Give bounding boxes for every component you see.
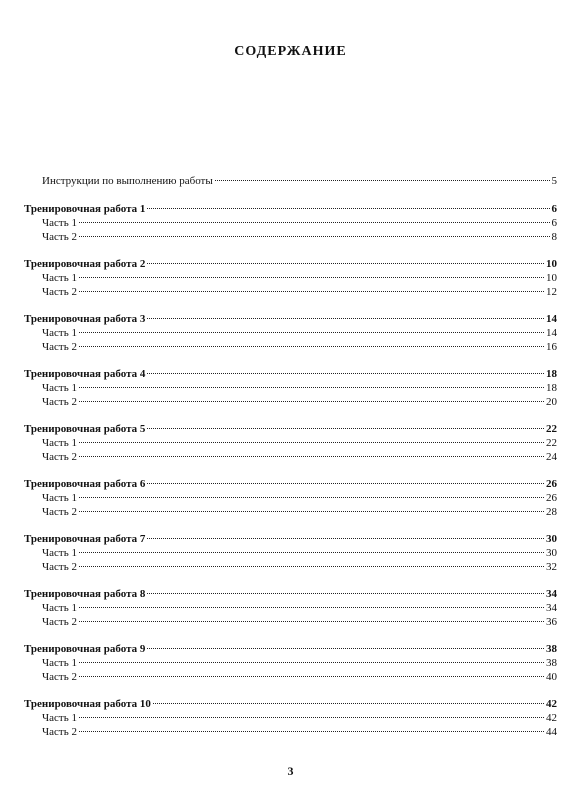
toc-entry-part[interactable]	[24, 711, 557, 725]
toc-entry-page: 24	[546, 451, 557, 463]
toc-entry-page: 20	[546, 396, 557, 408]
toc-entry-part[interactable]	[24, 656, 557, 670]
toc-entry-label: Тренировочная работа 2	[24, 258, 146, 270]
toc-group-work-5	[24, 422, 557, 464]
toc-entry-label: Тренировочная работа 3	[24, 313, 146, 325]
dot-leader	[147, 483, 544, 484]
dot-leader	[79, 662, 544, 663]
toc-entry-page: 38	[546, 643, 557, 655]
dot-leader	[79, 387, 544, 388]
toc-entry-label: Тренировочная работа 9	[24, 643, 146, 655]
toc-entry-work[interactable]	[24, 477, 557, 491]
page-title: СОДЕРЖАНИЕ	[234, 44, 347, 59]
toc-entry-part[interactable]	[24, 450, 557, 464]
page-number: 3	[287, 764, 294, 778]
dot-leader	[153, 703, 544, 704]
toc-entry-label: Часть 1	[42, 272, 77, 284]
dot-leader	[79, 497, 544, 498]
dot-leader	[147, 318, 544, 319]
toc-entry-page: 12	[546, 286, 557, 298]
toc-entry-page: 16	[546, 341, 557, 353]
toc-entry-part[interactable]	[24, 216, 557, 230]
toc-entry-label: Часть 2	[42, 561, 77, 573]
toc-entry-page: 22	[546, 437, 557, 449]
toc-entry-page: 30	[546, 533, 557, 545]
toc-entry-label: Тренировочная работа 6	[24, 478, 146, 490]
toc-entry-page: 14	[546, 327, 557, 339]
dot-leader	[79, 277, 544, 278]
dot-leader	[79, 566, 544, 567]
toc-group-work-7	[24, 532, 557, 574]
toc-entry-page: 18	[546, 368, 557, 380]
toc-entry-label: Часть 2	[42, 231, 77, 243]
toc-entry-label: Часть 1	[42, 217, 77, 229]
dot-leader	[79, 442, 544, 443]
toc-entry-page: 28	[546, 506, 557, 518]
dot-leader	[79, 511, 544, 512]
toc-group-work-10	[24, 697, 557, 739]
dot-leader	[215, 180, 550, 181]
toc-entry-part[interactable]	[24, 436, 557, 450]
dot-leader	[79, 401, 544, 402]
toc-entry-label: Часть 1	[42, 547, 77, 559]
toc-entry-label: Часть 1	[42, 657, 77, 669]
dot-leader	[79, 621, 544, 622]
toc-entry-label: Тренировочная работа 8	[24, 588, 146, 600]
toc-group-work-4	[24, 367, 557, 409]
toc-entry-page: 22	[546, 423, 557, 435]
toc-entry-part[interactable]	[24, 395, 557, 409]
toc-entry-work[interactable]	[24, 367, 557, 381]
toc-entry-page: 30	[546, 547, 557, 559]
toc-entry-label: Часть 1	[42, 602, 77, 614]
toc-entry-label: Тренировочная работа 4	[24, 368, 146, 380]
toc-entry-work[interactable]	[24, 202, 557, 216]
toc-entry-label: Часть 2	[42, 451, 77, 463]
toc-entry-page: 38	[546, 657, 557, 669]
toc-entry-page: 14	[546, 313, 557, 325]
toc-entry-page: 6	[551, 203, 557, 215]
dot-leader	[79, 717, 544, 718]
toc-entry-work[interactable]	[24, 532, 557, 546]
dot-leader	[79, 552, 544, 553]
toc-entry-part[interactable]	[24, 505, 557, 519]
toc-entry-page: 10	[546, 258, 557, 270]
toc-entry-page: 42	[546, 712, 557, 724]
dot-leader	[147, 263, 544, 264]
toc-entry-page: 5	[551, 175, 557, 187]
toc-entry-label: Часть 2	[42, 506, 77, 518]
toc-entry-part[interactable]	[24, 230, 557, 244]
dot-leader	[79, 346, 544, 347]
toc-entry-part[interactable]	[24, 271, 557, 285]
toc-entry-part[interactable]	[24, 285, 557, 299]
toc-entry-page: 40	[546, 671, 557, 683]
toc-entry-page: 26	[546, 478, 557, 490]
toc-entry-label: Часть 1	[42, 712, 77, 724]
toc-entry-label: Часть 1	[42, 437, 77, 449]
toc-entry-label: Часть 2	[42, 671, 77, 683]
toc-entry-label: Часть 2	[42, 616, 77, 628]
toc-entry-page: 18	[546, 382, 557, 394]
dot-leader	[79, 456, 544, 457]
toc-entry-part[interactable]	[24, 725, 557, 739]
toc-entry-label: Часть 1	[42, 492, 77, 504]
toc-entry-page: 8	[551, 231, 557, 243]
toc-entry-page: 10	[546, 272, 557, 284]
dot-leader	[79, 332, 544, 333]
toc-entry-label: Часть 1	[42, 327, 77, 339]
dot-leader	[79, 236, 550, 237]
toc-entry-label: Тренировочная работа 7	[24, 533, 146, 545]
toc-entry-part[interactable]	[24, 615, 557, 629]
toc-entry-instructions[interactable]	[24, 174, 557, 188]
table-of-contents	[24, 174, 557, 752]
toc-entry-page: 44	[546, 726, 557, 738]
toc-entry-page: 6	[551, 217, 557, 229]
dot-leader	[79, 676, 544, 677]
toc-entry-part[interactable]	[24, 340, 557, 354]
dot-leader	[147, 208, 549, 209]
toc-entry-label: Часть 2	[42, 341, 77, 353]
toc-entry-work[interactable]	[24, 697, 557, 711]
toc-entry-part[interactable]	[24, 670, 557, 684]
toc-entry-work[interactable]	[24, 587, 557, 601]
dot-leader	[147, 538, 544, 539]
toc-entry-part[interactable]	[24, 381, 557, 395]
toc-entry-label: Тренировочная работа 10	[24, 698, 151, 710]
dot-leader	[147, 373, 544, 374]
toc-entry-work[interactable]	[24, 422, 557, 436]
toc-entry-part[interactable]	[24, 326, 557, 340]
toc-entry-page: 36	[546, 616, 557, 628]
toc-entry-work[interactable]	[24, 312, 557, 326]
toc-entry-page: 26	[546, 492, 557, 504]
dot-leader	[147, 648, 544, 649]
toc-entry-page: 32	[546, 561, 557, 573]
toc-entry-label: Часть 1	[42, 382, 77, 394]
toc-entry-label: Тренировочная работа 1	[24, 203, 146, 215]
toc-group-work-1	[24, 202, 557, 244]
toc-entry-page: 34	[546, 602, 557, 614]
toc-entry-part[interactable]	[24, 491, 557, 505]
toc-group-work-8	[24, 587, 557, 629]
toc-entry-work[interactable]	[24, 642, 557, 656]
toc-entry-label: Инструкции по выполнению работы	[42, 175, 213, 187]
toc-entry-page: 42	[546, 698, 557, 710]
toc-entry-work[interactable]	[24, 257, 557, 271]
dot-leader	[79, 731, 544, 732]
toc-entry-label: Часть 2	[42, 726, 77, 738]
toc-entry-label: Часть 2	[42, 396, 77, 408]
dot-leader	[147, 593, 544, 594]
toc-entry-part[interactable]	[24, 560, 557, 574]
works-list	[24, 202, 557, 739]
toc-entry-label: Часть 2	[42, 286, 77, 298]
dot-leader	[79, 291, 544, 292]
toc-entry-part[interactable]	[24, 601, 557, 615]
toc-group-work-9	[24, 642, 557, 684]
dot-leader	[79, 607, 544, 608]
dot-leader	[147, 428, 544, 429]
toc-group-work-2	[24, 257, 557, 299]
toc-entry-label: Тренировочная работа 5	[24, 423, 146, 435]
toc-entry-part[interactable]	[24, 546, 557, 560]
toc-entry-page: 34	[546, 588, 557, 600]
toc-group-work-3	[24, 312, 557, 354]
dot-leader	[79, 222, 550, 223]
toc-group-work-6	[24, 477, 557, 519]
